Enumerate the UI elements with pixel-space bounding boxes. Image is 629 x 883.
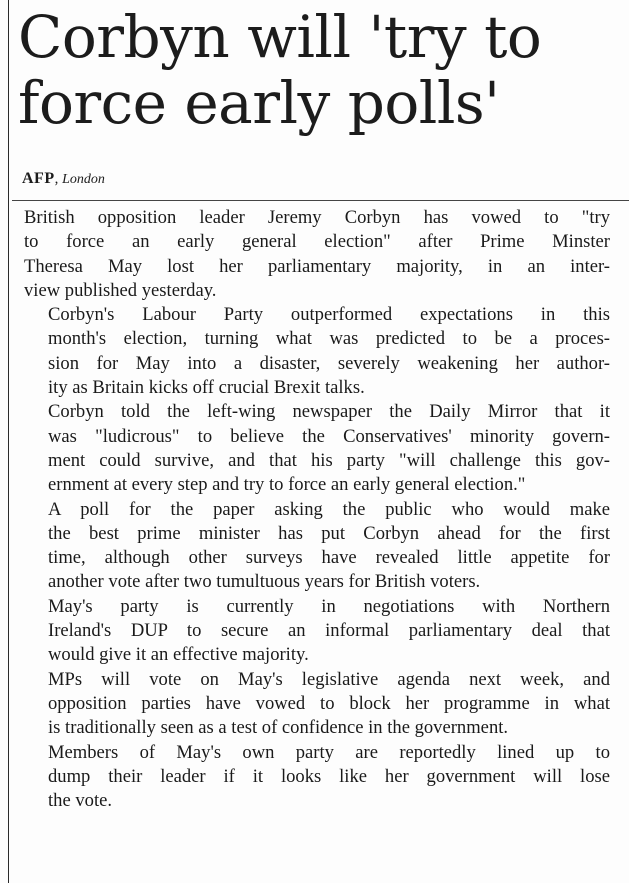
article-line: A poll for the paper asking the public who would make <box>48 498 610 520</box>
byline-location: London <box>62 172 105 187</box>
article-line: view published yesterday. <box>24 279 217 301</box>
article-line: dump their leader if it looks like her government will lose <box>48 765 610 787</box>
article-line: May's party is currently in negotiations with Northern <box>48 595 610 617</box>
article-line: the best prime minister has put Corbyn ahead for the first <box>48 522 610 544</box>
article-paragraph <box>24 741 610 814</box>
article-paragraph <box>24 303 610 400</box>
article-paragraph <box>24 206 610 303</box>
byline-divider <box>12 200 629 201</box>
article-line: British opposition leader Jeremy Corbyn has vowed to "try <box>24 207 610 228</box>
column-rule <box>8 0 9 883</box>
byline-agency: AFP <box>22 170 55 187</box>
article-line: time, although other surveys have revealed little appetite for <box>48 547 610 569</box>
article-line: is traditionally seen as a test of confidence in the government. <box>48 717 509 739</box>
article-line: the vote. <box>48 790 113 812</box>
article-body <box>24 206 610 813</box>
byline-separator: , <box>54 171 59 187</box>
article-line: Ireland's DUP to secure an informal parliamentary deal that <box>48 620 610 642</box>
article-line: would give it an effective majority. <box>48 644 309 666</box>
article-line: to force an early general election" after Prime Minster <box>24 231 610 253</box>
byline <box>22 170 105 188</box>
article-line: Corbyn told the left-wing newspaper the Daily Mirror that it <box>48 401 610 423</box>
article-paragraph <box>24 400 610 497</box>
article-paragraph <box>24 668 610 741</box>
article-line: month's election, turning what was predicted to be a proces- <box>48 328 610 350</box>
article-paragraph <box>24 595 610 668</box>
article-line: Members of May's own party are reportedly lined up to <box>48 741 610 763</box>
article-line: ernment at every step and try to force an early general election." <box>48 474 526 496</box>
article-line: MPs will vote on May's legislative agenda next week, and <box>48 668 610 690</box>
article-line: ment could survive, and that his party "will challenge this gov- <box>48 449 610 471</box>
article-line: another vote after two tumultuous years for British voters. <box>48 571 481 593</box>
article-line: Theresa May lost her parliamentary majority, in an inter- <box>24 255 610 277</box>
headline: Corbyn will 'try to force early polls' <box>18 3 542 137</box>
article-line: ity as Britain kicks off crucial Brexit talks. <box>48 377 365 399</box>
article-line: opposition parties have vowed to block her programme in what <box>48 692 610 714</box>
article-line: sion for May into a disaster, severely weakening her author- <box>48 352 610 374</box>
article-paragraph <box>24 498 610 595</box>
article-line: Corbyn's Labour Party outperformed expectations in this <box>48 304 610 326</box>
article-line: was "ludicrous" to believe the Conservatives' minority govern- <box>48 425 610 447</box>
